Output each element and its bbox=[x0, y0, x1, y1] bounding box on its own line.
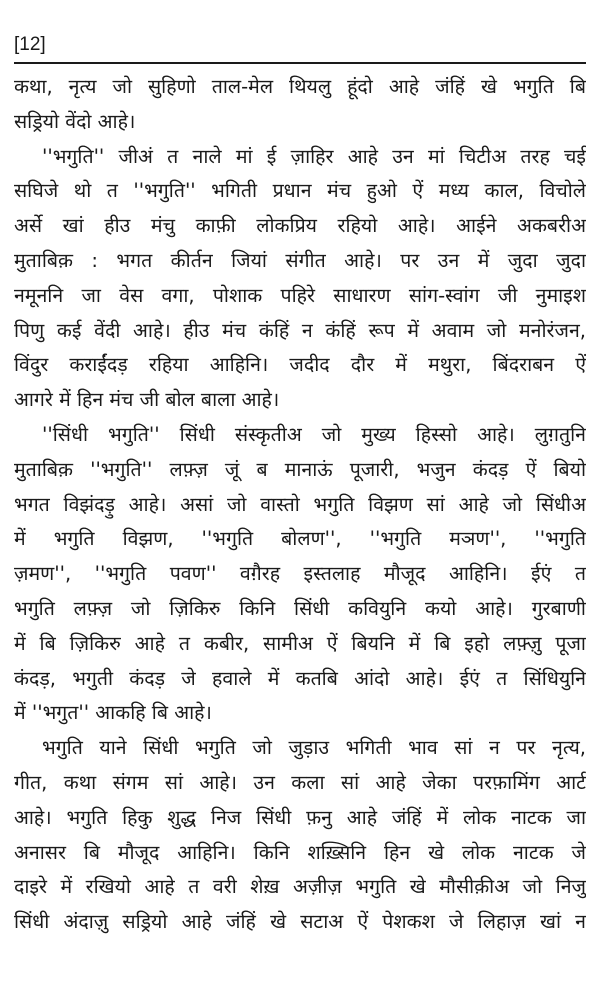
text-line: नमूननि जा वेस वगा, पोशाक पहिरे साधारण सांग-स्वांग जी नुमाइश bbox=[14, 283, 586, 307]
text-line: कंदड़, भगुती कंदड़ जे हवाले में कतबि आंदो आहे। ईएं त सिंधियुनि bbox=[14, 666, 586, 690]
text-line: सिंधी अंदाज़ु सड्रियो आहे जंहिं खे सटाअ ऐं पेशकश जे लिहाज़ खां न bbox=[14, 910, 586, 934]
text-line: भगुति याने सिंधी भगुति जो जुड़ाउ भगिती भाव सां न पर नृत्य, bbox=[42, 736, 586, 760]
text-line: विंदुर कराईंदड़ रहिया आहिनि। जदीद दौर में मथुरा, बिंदराबन ऐं bbox=[14, 353, 586, 377]
text-line: में भगुति विझण, ''भगुति बोलण'', ''भगुति मञण'', ''भगुति bbox=[14, 527, 586, 551]
text-line: गीत, कथा संगम सां आहे। उन कला सां आहे जेका परफ़ामिंग आर्ट bbox=[14, 770, 586, 794]
text-line: पिणु कई वेंदी आहे। हीउ मंच कंहिं न कंहिं रूप में अवाम जो मनोरंजन, bbox=[14, 318, 586, 342]
text-line: सड्रियो वेंदो आहे। bbox=[14, 109, 136, 133]
text-line: अर्से खां हीउ मंचु काफ़ी लोकप्रिय रहियो आहे। आईने अकबरीअ bbox=[14, 214, 586, 238]
text-line: अनासर बि मौजूद आहिनि। किनि शख़्सिनि हिन खे लोक नाटक जे bbox=[14, 840, 586, 864]
text-line: आगरे में हिन मंच जी बोल बाला आहे। bbox=[14, 388, 280, 412]
text-line: सघिजे थो त ''भगुति'' भगिती प्रधान मंच हुओ ऐं मध्य काल, विचोले bbox=[14, 179, 586, 203]
header-rule bbox=[14, 62, 586, 64]
text-line: भगत विझंदड़ु आहे। असां जो वास्तो भगुति विझण सां आहे जो सिंधीअ bbox=[14, 492, 586, 516]
text-line: ''भगुति'' जीअं त नाले मां ई ज़ाहिर आहे उन मां चिटीअ तरह चई bbox=[42, 144, 586, 168]
text-line: में ''भगुत'' आकहि बि आहे। bbox=[14, 701, 212, 725]
text-line: आहे। भगुति हिकु शुद्ध निज सिंधी फ़नु आहे जंहिं में लोक नाटक जा bbox=[14, 805, 586, 829]
body-text bbox=[14, 70, 586, 940]
text-line: मुताबिक़ ''भगुति'' लफ़्ज़ जूं ब मानाऊं पूजारी, भजुन कंदड़ ऐं बियो bbox=[14, 457, 586, 481]
text-line: दाइरे में रखियो आहे त वरी शेख़ अज़ीज़ भगुति खे मौसीक़ीअ जो निजु bbox=[14, 875, 586, 899]
page-number: [12] bbox=[14, 34, 46, 55]
text-line: मुताबिक़ : भगत कीर्तन जियां संगीत आहे। पर उन में जुदा जुदा bbox=[14, 248, 586, 272]
text-line: ''सिंधी भगुति'' सिंधी संस्कृतीअ जो मुख्य हिस्सो आहे। लुग़तुनि bbox=[42, 422, 586, 446]
text-line: ज़मण'', ''भगुति पवण'' वग़ैरह इस्तलाह मौजूद आहिनि। ईएं त bbox=[14, 562, 586, 586]
text-line: भगुति लफ़्ज़ जो ज़िकिरु किनि सिंधी कवियुनि कयो आहे। गुरबाणी bbox=[14, 596, 586, 620]
text-line: में बि ज़िकिरु आहे त कबीर, सामीअ ऐं बियनि में बि इहो लफ़्ज़ु पूजा bbox=[14, 631, 586, 655]
text-line: कथा, नृत्य जो सुहिणो ताल-मेल थियलु हूंदो आहे जंहिं खे भगुति बि bbox=[14, 75, 586, 98]
